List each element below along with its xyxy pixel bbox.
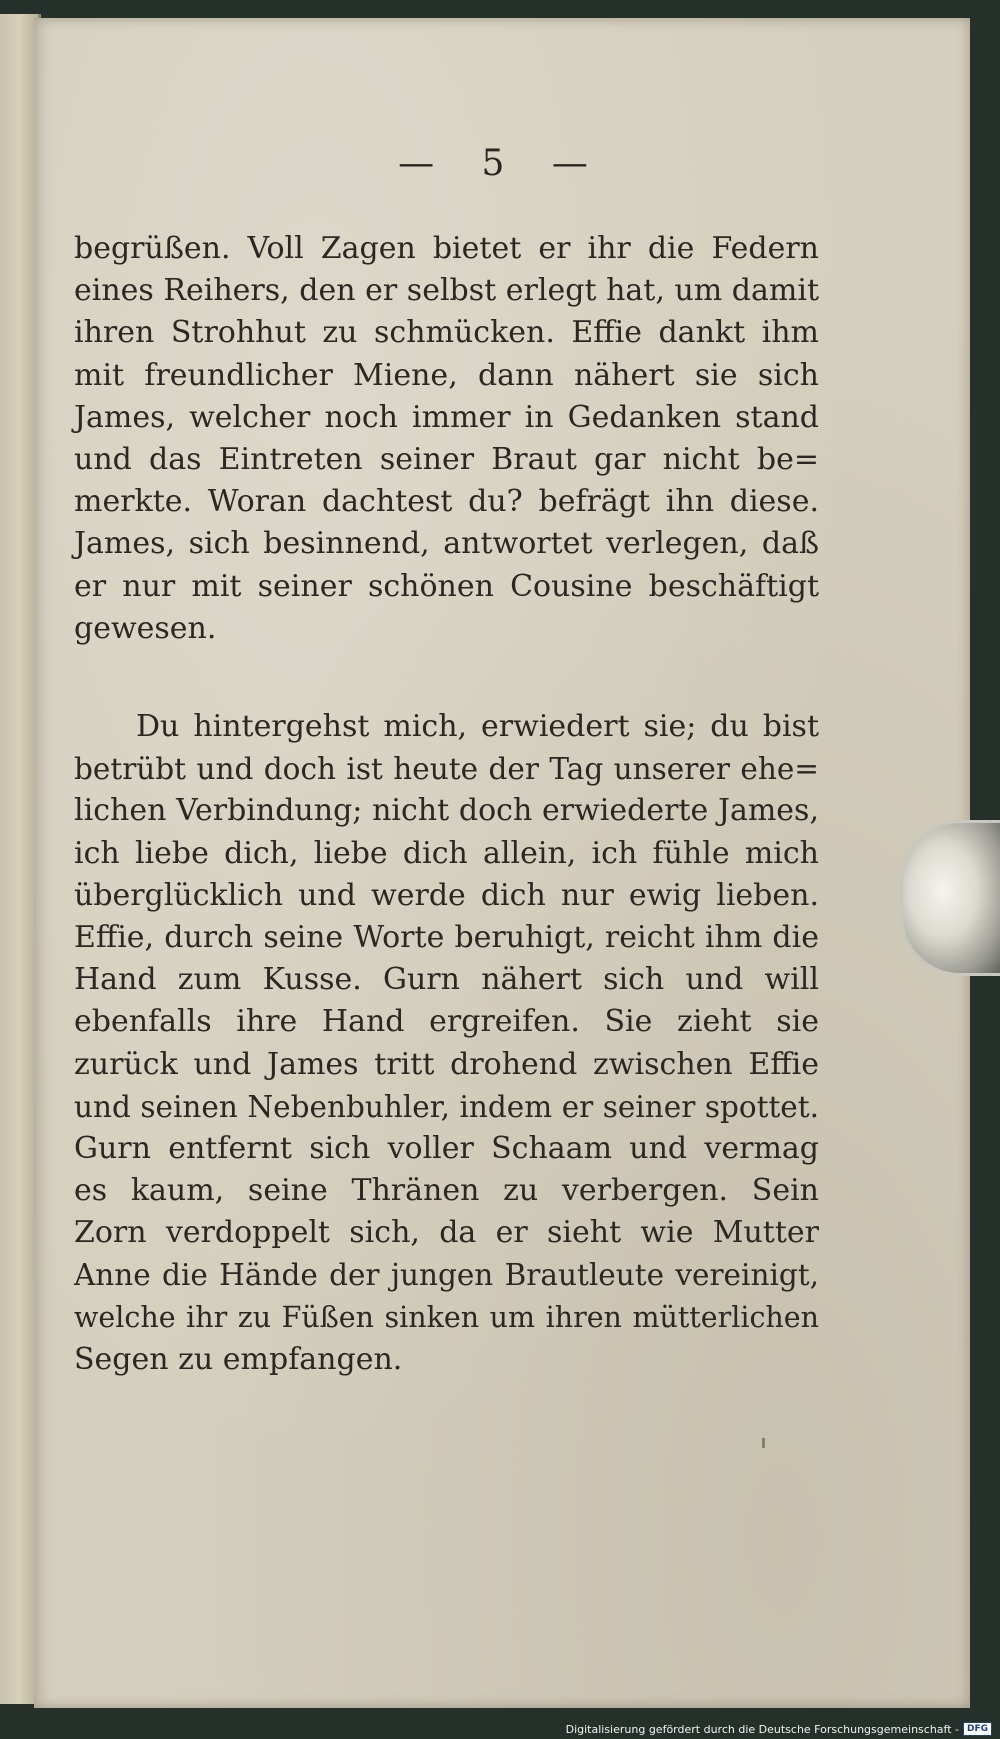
text-line: Du hintergehst mich, erwiedert sie; du bist bbox=[136, 709, 819, 744]
page-header: — 5 — bbox=[398, 143, 606, 184]
page-clip-glass bbox=[900, 820, 1000, 976]
text-line: er nur mit seiner schönen Cousine beschäftigt bbox=[74, 568, 819, 604]
text-line: mit freundlicher Miene, dann nähert sie sich bbox=[74, 357, 819, 393]
text-line: James, welcher noch immer in Gedanken stand bbox=[74, 399, 819, 435]
paragraph-1 bbox=[74, 228, 819, 650]
text-line: merkte. Woran dachtest du? befrägt ihn diese. bbox=[74, 484, 819, 520]
text-line: ich liebe dich, liebe dich allein, ich fühle mich bbox=[74, 835, 819, 871]
text-line: es kaum, seine Thränen zu verbergen. Sein bbox=[74, 1173, 819, 1209]
text-line: Effie, durch seine Worte beruhigt, reicht ihm die bbox=[74, 919, 819, 955]
text-line: welche ihr zu Füßen sinken um ihren mütterlichen bbox=[74, 1300, 819, 1334]
book-page bbox=[34, 18, 970, 1708]
text-line: Anne die Hände der jungen Brautleute vereinigt, bbox=[74, 1258, 819, 1293]
text-line: lichen Verbindung; nicht doch erwiederte James, bbox=[74, 793, 819, 829]
text-line: gewesen. bbox=[74, 610, 217, 646]
credit-text: Digitalisierung gefördert durch die Deutsche Forschungsgemeinschaft - bbox=[565, 1722, 959, 1736]
text-line: überglücklich und werde dich nur ewig lieben. bbox=[74, 877, 819, 913]
digitization-credit bbox=[566, 1721, 992, 1737]
text-line: betrübt und doch ist heute der Tag unserer ehe= bbox=[74, 752, 819, 787]
text-line: eines Reihers, den er selbst erlegt hat, um damit bbox=[74, 273, 819, 309]
text-line: begrüßen. Voll Zagen bietet er ihr die Federn bbox=[74, 231, 819, 266]
text-line: ihren Strohhut zu schmücken. Effie dankt ihm bbox=[74, 315, 819, 351]
text-line: zurück und James tritt drohend zwischen Effie bbox=[74, 1046, 819, 1082]
text-line: ebenfalls ihre Hand ergreifen. Sie zieht sie bbox=[74, 1004, 819, 1040]
text-line: und das Eintreten seiner Braut gar nicht be= bbox=[74, 441, 819, 477]
ink-speck bbox=[762, 1438, 765, 1448]
text-line: Zorn verdoppelt sich, da er sieht wie Mutter bbox=[74, 1215, 819, 1251]
text-line: James, sich besinnend, antwortet verlegen, daß bbox=[74, 526, 819, 562]
text-line: und seinen Nebenbuhler, indem er seiner spottet. bbox=[74, 1089, 819, 1124]
paragraph-2 bbox=[74, 706, 819, 1381]
text-line: Segen zu empfangen. bbox=[74, 1341, 403, 1377]
text-line: Gurn entfernt sich voller Schaam und vermag bbox=[74, 1130, 819, 1166]
text-line: Hand zum Kusse. Gurn nähert sich und will bbox=[74, 962, 819, 998]
dfg-logo: DFG bbox=[963, 1722, 992, 1736]
